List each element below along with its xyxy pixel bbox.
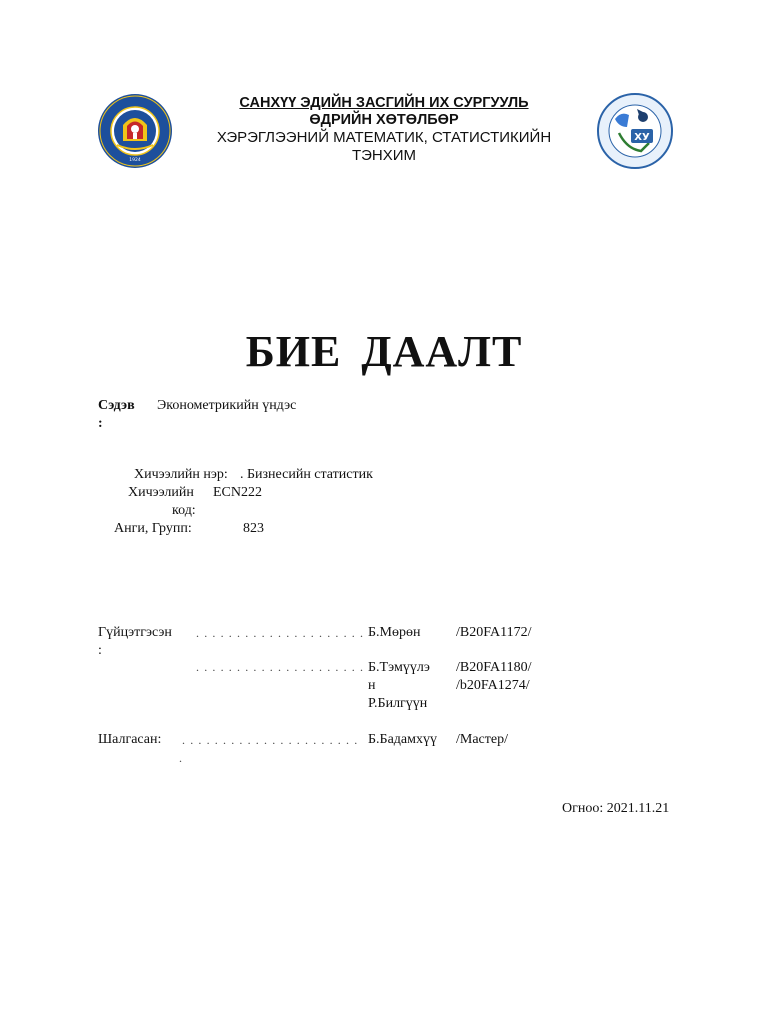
university-seal-icon: [97, 93, 173, 169]
student-2-id: /B20FA1180/: [456, 660, 532, 675]
program-name: ӨДРИЙН ХӨТӨЛБӨР: [309, 112, 459, 128]
svg-text:1924: 1924: [129, 158, 141, 163]
course-code-value: ECN222: [213, 485, 262, 500]
completed-dots-1: . . . . . . . . . . . . . . . . . . . . .: [196, 626, 365, 640]
department-line-1: ХЭРЭГЛЭЭНИЙ МАТЕМАТИК, СТАТИСТИКИЙН: [216, 129, 552, 146]
checker-title: /Мастер/: [456, 732, 508, 747]
checker-name: Б.Бадамхүү: [368, 732, 437, 747]
completed-label: Гүйцэтгэсэн: [98, 625, 172, 640]
university-name: САНХҮҮ ЭДИЙН ЗАСГИЙН ИХ СУРГУУЛЬ: [239, 95, 529, 111]
course-name-label: Хичээлийн нэр:: [134, 467, 228, 482]
topic-value: Эконометрикийн үндэс: [157, 398, 297, 413]
checked-dots: . . . . . . . . . . . . . . . . . . . . . .: [182, 733, 359, 747]
student-2-name-line-1: Б.Тэмүүлэ: [368, 660, 430, 675]
department-seal-icon: [597, 93, 673, 169]
department-line-2: ТЭНХИМ: [351, 147, 417, 164]
document-date: Огноо: 2021.11.21: [562, 801, 670, 816]
student-1-id: /B20FA1172/: [456, 625, 532, 640]
completed-colon: :: [98, 643, 102, 658]
student-3-id: /b20FA1274/: [456, 678, 530, 693]
group-value: 823: [243, 521, 264, 536]
student-2-name-line-2: н: [368, 678, 376, 693]
svg-text:ХУ: ХУ: [634, 132, 650, 143]
course-code-label-2: код:: [172, 503, 196, 518]
group-label: Анги, Групп:: [114, 521, 192, 536]
course-name-value: . Бизнесийн статистик: [240, 467, 373, 482]
topic-colon: :: [98, 416, 103, 431]
checked-trailing-dot: .: [179, 751, 184, 765]
department-name: [200, 129, 568, 165]
course-code-label-1: Хичээлийн: [128, 485, 194, 500]
student-3-name: Р.Билгүүн: [368, 696, 428, 711]
student-1-name: Б.Мөрөн: [368, 625, 421, 640]
completed-dots-2: . . . . . . . . . . . . . . . . . . . . .: [196, 660, 365, 674]
checked-label: Шалгасан:: [98, 732, 162, 747]
document-title: БИЕ ДААЛТ: [245, 327, 523, 376]
topic-label: Сэдэв: [98, 398, 135, 413]
